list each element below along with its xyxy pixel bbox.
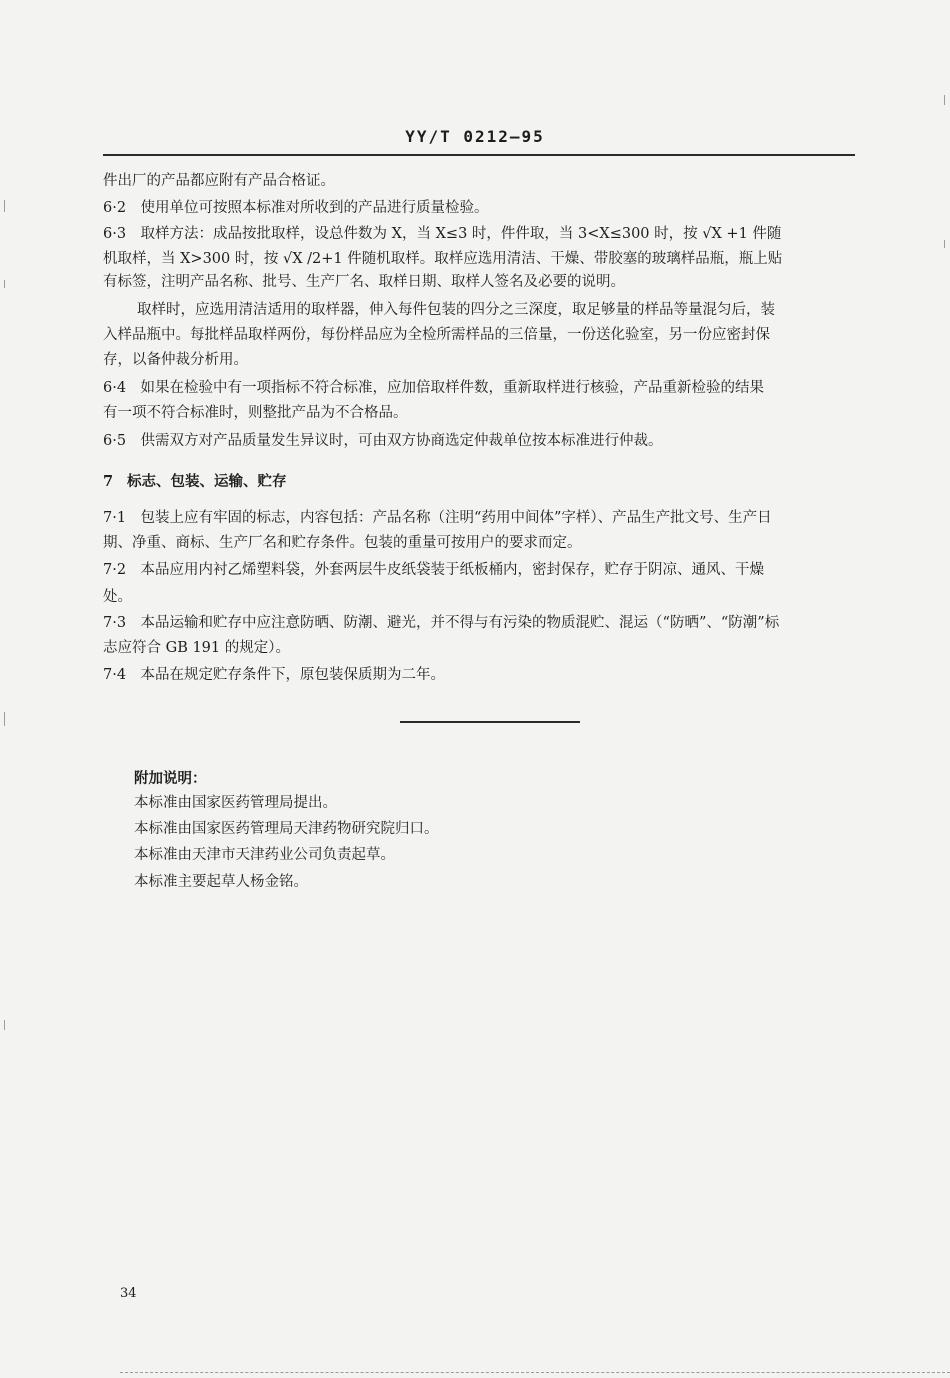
- note-line: 本标准由天津市天津药业公司负责起草。: [134, 847, 395, 863]
- body-line: 处。: [103, 589, 132, 605]
- body-line: 机取样，当 X>300 时，按 √X /2+1 件随机取样。取样应选用清洁、干燥、带胶塞的玻璃样品瓶，瓶上贴: [103, 251, 783, 267]
- scan-edge-line: [120, 1372, 950, 1373]
- clause-7-2: 7·2 本品应用内衬乙烯塑料袋，外套两层牛皮纸袋装于纸板桶内，密封保存，贮存于阴凉、通风、干燥: [103, 562, 765, 578]
- body-line: 取样时，应选用清洁适用的取样器，伸入每件包装的四分之三深度，取足够量的样品等量混匀后，装: [137, 302, 775, 318]
- section-7-heading: 标志、包装、运输、贮存: [127, 473, 287, 490]
- end-of-text-rule: [400, 721, 580, 723]
- scan-mark: [4, 712, 5, 726]
- clause-7-3: 7·3 本品运输和贮存中应注意防晒、防潮、避光，并不得与有污染的物质混贮、混运（“防晒”、“防潮”标: [103, 615, 780, 631]
- clause-6-3: 6·3 取样方法：成品按批取样，设总件数为 X，当 X≤3 时，件件取，当 3<X≤300 时，按 √X +1 件随: [103, 226, 782, 242]
- scan-mark: [4, 1020, 5, 1030]
- body-line: 件出厂的产品都应附有产品合格证。: [103, 173, 335, 189]
- scan-mark: [4, 280, 5, 288]
- header-rule: [103, 154, 855, 156]
- clause-7-4: 7·4 本品在规定贮存条件下，原包装保质期为二年。: [103, 667, 446, 683]
- page-number: 34: [120, 1286, 137, 1301]
- body-line: 有标签，注明产品名称、批号、生产厂名、取样日期、取样人签名及必要的说明。: [103, 274, 625, 290]
- body-line: 期、净重、商标、生产厂名和贮存条件。包装的重量可按用户的要求而定。: [103, 535, 582, 551]
- notes-heading: 附加说明：: [134, 770, 207, 787]
- section-7-title: [103, 471, 287, 493]
- clause-6-4: 6·4 如果在检验中有一项指标不符合标准，应加倍取样件数，重新取样进行核验，产品重新检验的结果: [103, 380, 765, 396]
- clause-6-2: 6·2 使用单位可按照本标准对所收到的产品进行质量检验。: [103, 200, 489, 216]
- section-7-number: 7: [103, 473, 114, 490]
- body-line: 志应符合 GB 191 的规定）。: [103, 640, 290, 656]
- note-line: 本标准主要起草人杨金铭。: [134, 874, 308, 890]
- body-line: 入样品瓶中。每批样品取样两份，每份样品应为全检所需样品的三倍量，一份送化验室，另一份应密封保: [103, 327, 770, 343]
- scan-mark: [4, 200, 5, 212]
- note-line: 本标准由国家医药管理局提出。: [134, 795, 337, 811]
- body-line: 存，以备仲裁分析用。: [103, 352, 248, 368]
- scan-mark: [944, 95, 945, 105]
- standard-code-header: YY/T 0212—95: [405, 127, 545, 146]
- note-line: 本标准由国家医药管理局天津药物研究院归口。: [134, 821, 439, 837]
- clause-7-1: 7·1 包装上应有牢固的标志，内容包括：产品名称（注明“药用中间体”字样）、产品生产批文号、生产日: [103, 510, 772, 526]
- body-line: 有一项不符合标准时，则整批产品为不合格品。: [103, 405, 408, 421]
- clause-6-5: 6·5 供需双方对产品质量发生异议时，可由双方协商选定仲裁单位按本标准进行仲裁。: [103, 433, 663, 449]
- scan-mark: [944, 240, 945, 248]
